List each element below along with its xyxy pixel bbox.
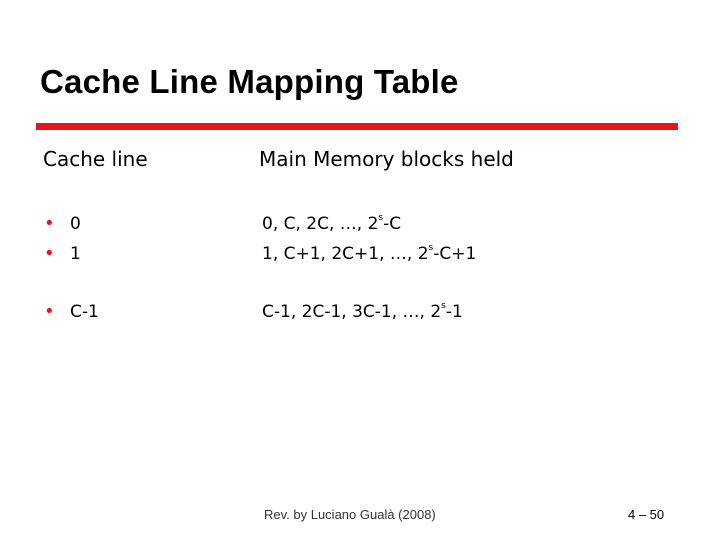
footer-credit: Rev. by Luciano Gualà (2008) bbox=[264, 507, 436, 522]
cache-line-value: C-1 bbox=[70, 302, 99, 322]
cache-line-value: 1 bbox=[70, 244, 81, 264]
slide-title: Cache Line Mapping Table bbox=[40, 63, 459, 100]
page-number: 4 – 50 bbox=[628, 507, 665, 522]
table-row bbox=[0, 211, 720, 237]
cache-line-header: Cache line bbox=[43, 147, 148, 171]
table-row bbox=[0, 241, 720, 267]
memory-blocks-header: Main Memory blocks held bbox=[259, 147, 514, 171]
memory-blocks-value: C-1, 2C-1, 3C-1, …, 2$^s$-1 bbox=[262, 301, 463, 322]
bullet-icon: • bbox=[44, 213, 55, 234]
cache-line-value: 0 bbox=[70, 214, 81, 234]
memory-blocks-value: 1, C+1, 2C+1, …, $2^s-C+1$ bbox=[262, 243, 477, 264]
bullet-icon: • bbox=[44, 301, 55, 322]
bullet-icon: • bbox=[44, 243, 55, 264]
table-row bbox=[0, 299, 720, 325]
title-divider bbox=[36, 123, 678, 130]
memory-blocks-value: 0, C, 2C, …, 2$^s$-C bbox=[262, 213, 402, 234]
